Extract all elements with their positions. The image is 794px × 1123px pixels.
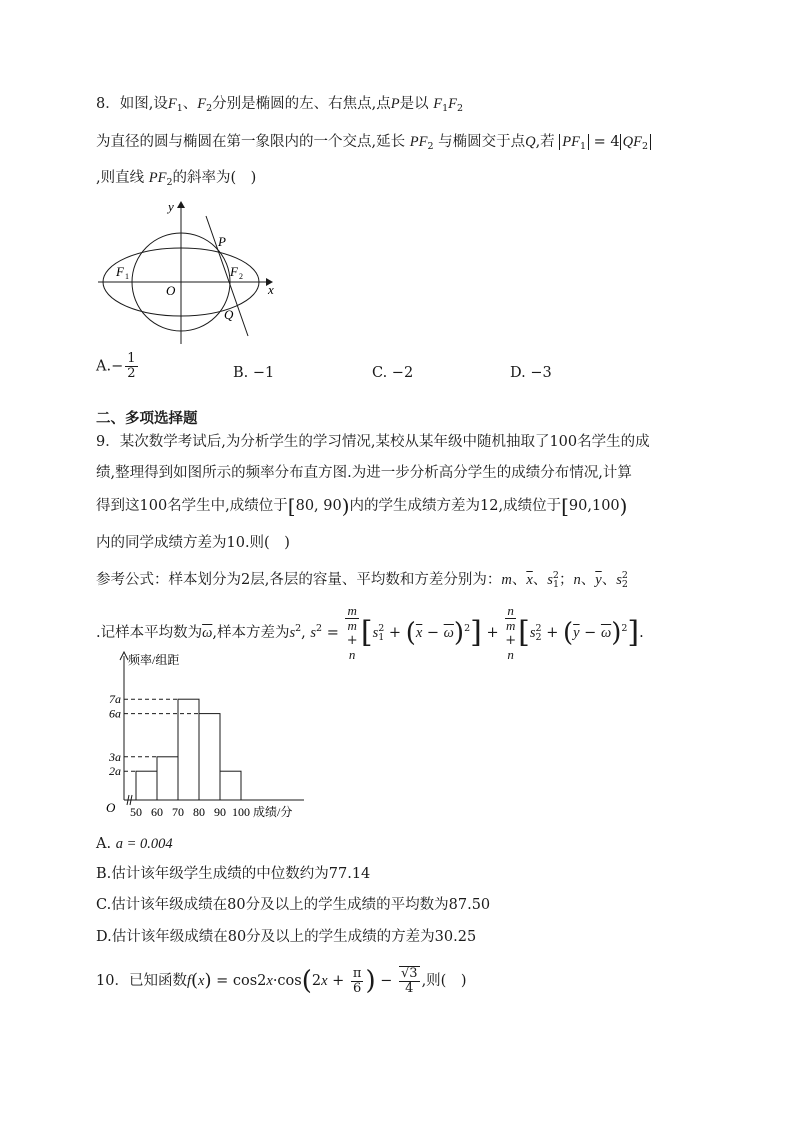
label-f2-sub: 2 <box>239 272 243 281</box>
ellipse-circle-figure <box>90 196 290 348</box>
q9-option-d: D.估计该年级成绩在80分及以上的学生成绩的方差为30.25 <box>96 929 477 945</box>
q8-line1: 8．如图,设$F_1$、$F_2$分别是椭圆的左、右焦点,点P是以 $F_1F_2$ <box>96 96 464 114</box>
hist-y-tick: 2a <box>109 764 121 779</box>
q9-line4: 内的同学成绩方差为10.则( ) <box>96 535 290 551</box>
frequency-histogram <box>96 650 316 822</box>
label-f1-sub: 1 <box>125 272 129 281</box>
hist-x-tick: 50 <box>130 805 142 819</box>
section-heading: 二、多项选择题 <box>96 410 198 427</box>
q8-option-c: C. −2 <box>372 365 414 381</box>
label-x: x <box>268 282 274 297</box>
hist-bar <box>136 771 157 800</box>
label-y: y <box>168 199 174 214</box>
label-p: P <box>218 234 226 249</box>
hist-y-tick: 7a <box>109 692 121 707</box>
label-f1: F <box>116 264 124 279</box>
hist-x-tick: 100 <box>232 805 250 819</box>
hist-bar <box>178 699 199 800</box>
q10-line1: 10．已知函数f(x) = cos2x·cos(2x + $\frac{\pi}{6}$ ) − $\frac{√3}{4}$ ,则( ) <box>96 965 467 996</box>
label-f2: F <box>230 264 238 279</box>
q8-line3: ,则直线 $PF_2$的斜率为( ) <box>96 170 257 188</box>
q9-option-c: C.估计该年级成绩在80分及以上的学生成绩的平均数为87.50 <box>96 897 491 913</box>
label-q: Q <box>224 307 234 322</box>
q8-option-d: D. −3 <box>510 365 552 381</box>
q8-option-b: B. −1 <box>233 365 275 381</box>
hist-bar <box>220 771 241 800</box>
label-o: O <box>166 283 176 298</box>
hist-x-tick: 80 <box>193 805 205 819</box>
q9-line3: 得到这100名学生中,成绩位于[80, 90)内的学生成绩方差为12,成绩位于[90,100) <box>96 494 628 518</box>
q9-line6: .记样本平均数为$\overline{\omega}$,样本方差为$s^2$, $s^2$ = m m + n $[s^2_1 + (\overline{x} - \overline{\omega})^2]$ + n m + n $[s^2_2 + (\overline{y} - \overline{\omega})^2]$. <box>96 603 644 662</box>
hist-origin: O <box>106 800 116 815</box>
q9-line1: 9．某次数学考试后,为分析学生的学习情况,某校从某年级中随机抽取了100名学生的成 <box>96 434 650 450</box>
q9-option-a: A. a = 0.004 <box>96 836 173 852</box>
hist-bar <box>199 714 220 800</box>
hist-x-tick: 70 <box>172 805 184 819</box>
hist-x-tick: 90 <box>214 805 226 819</box>
hist-x-tick: 60 <box>151 805 163 819</box>
hist-y-label: 频率/组距 <box>128 653 180 667</box>
q8-line2: 为直径的圆与椭圆在第一象限内的一个交点,延长 $PF_2$ 与椭圆交于点Q,若 $PF_1 = 4$ $QF_2$ <box>96 132 651 157</box>
hist-x-label: 成绩/分 <box>253 805 293 819</box>
hist-bar <box>157 757 178 800</box>
q9-line2: 绩,整理得到如图所示的频率分布直方图.为进一步分析高分学生的成绩分布情况,计算 <box>96 465 632 481</box>
q9-line5: 参考公式：样本划分为2层,各层的容量、平均数和方差分别为：m、$\overline{x}$、$s^2_1$；n、$\overline{y}$、$s^2_2$ <box>96 570 628 590</box>
hist-y-tick: 6a <box>109 706 121 721</box>
hist-y-tick: 3a <box>109 749 121 764</box>
q9-option-b: B.估计该年级学生成绩的中位数约为77.14 <box>96 866 371 882</box>
q8-option-a: A.− $\frac{1}{2}$ <box>96 351 136 381</box>
